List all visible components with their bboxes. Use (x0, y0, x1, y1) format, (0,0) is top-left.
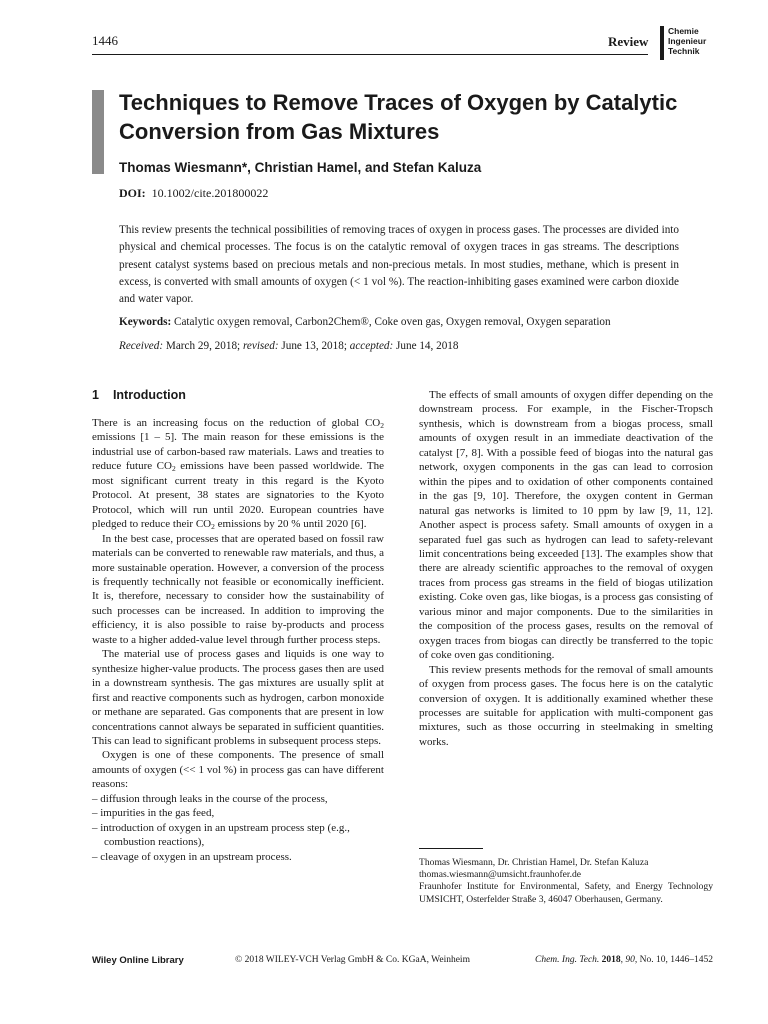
copyright-notice: © 2018 WILEY-VCH Verlag GmbH & Co. KGaA, Weinheim (235, 955, 470, 965)
revised-label: revised: (242, 340, 279, 352)
abstract: This review presents the technical possibilities of removing traces of oxygen in process gases. The processes are divided into physical and chemical processes. The focus is on the catalytic removal of oxygen traces in gas streams. The descriptions present catalyst systems based on precious metals and non-precious metals. In most studies, methane, which is present in excess, is converted with small amounts of oxygen (< 1 vol %). The reaction-inhibiting gases examined were carbon dioxide and water vapor. (119, 224, 679, 306)
intro-paragraph-2: In the best case, processes that are operated based on fossil raw materials can be converted to renewable raw materials, and thus, a more sustainable operation. However, a conversion of the process is frequently technically not feasible or economically inefficient. It is, therefore, necessary to consider how the sustainability of such processes can be increased. In addition to improving the efficiency, it is also possible to raise by-products and process waste to a higher added-value level through further process steps. (92, 532, 384, 646)
article-dates (119, 340, 679, 352)
citation-line: Chem. Ing. Tech. 2018, 90, No. 10, 1446–1452 (535, 955, 714, 965)
intro-paragraph-5: The effects of small amounts of oxygen differ depending on the downstream process. For example, in the Fischer-Tropsch synthesis, which is downstream from a biogas process, small amounts of oxygen result in an immediate deactivation of the catalyst [7, 8]. With a possible feed of biogas into the natural gas network, oxygen components in the gas can lead to corrosion within the pipes and to oxidation of other components contained in the gas [9, 10]. Therefore, the oxygen content in German natural gas networks is limited to 10 ppm by law [9, 11, 12]. Another aspect is process safety. Small amounts of oxygen in a separated fuel gas such as hydrogen can lead to safety-relevant limit concentrations being exceeded [13]. The examples show that there are already scientific approaches to the removal of oxygen traces from process gas streams in the field of biogas utilization existing. Coke oven gas, like biogas, is a process gas consisting of various minor and major components. Due to the similarities in the composition of the process gases, results on the removal of oxygen traces from biogas can directly be transferred to the topic of coke oven gas conditioning. (419, 389, 713, 662)
author-footnote (419, 857, 713, 906)
footnote-rule (419, 848, 483, 849)
doi-line (119, 186, 268, 201)
footnote-email[interactable]: thomas.wiesmann@umsicht.fraunhofer.de (419, 869, 582, 881)
article-title: Techniques to Remove Traces of Oxygen by Catalytic Conversion from Gas Mixtures (119, 90, 678, 144)
wiley-online-library-logo[interactable]: Wiley Online Library (92, 955, 184, 966)
keywords-label: Keywords: (119, 316, 172, 328)
journal-logo (660, 26, 714, 60)
page-number: 1446 (92, 33, 118, 48)
title-accent-bar (92, 90, 104, 174)
header-rule (92, 54, 648, 55)
intro-paragraph-3: The material use of process gases and liquids is one way to synthesize higher-value products. The process gases then are used in a downstream synthesis. The gas mixtures are usually split at first and reactive components such as hydrogen, carbon monoxide or methane are separated. Gas components that are present in low concentrations cannot always be separated in sufficient quantities. This can lead to significant problems in subsequent process steps. (92, 648, 384, 747)
column-right (419, 388, 713, 749)
list-item: – impurities in the gas feed, (92, 807, 215, 820)
keywords (119, 316, 679, 328)
citation-volume: 90 (625, 955, 635, 965)
list-item: – diffusion through leaks in the course of the process, (92, 792, 328, 805)
intro-paragraph-6: This review presents methods for the removal of small amounts of oxygen from process gases. The focus here is on the catalytic conversion of oxygen. It is additionally examined whether these processes are suitable for application with multi-component gas mixtures, such as those occurring in steelmaking in smelting works. (419, 663, 713, 748)
intro-paragraph-1: There is an increasing focus on the reduction of global $CO_2$ emissions [1 – 5]. The main reason for these emissions is the industrial use of carbon-based raw materials. Laws and treaties to reduce future $CO_2$ emissions have been passed worldwide. The most significant current treaty in this regard is the Kyoto Protocol. At present, 38 states are signatories to the Kyoto Protocol, which will run until 2020. European countries have pledged to reduce their $CO_2$ emissions by 20 % until 2020 [6]. (92, 417, 384, 532)
column-left (92, 388, 384, 864)
accepted-date: June 14, 2018 (396, 340, 459, 352)
citation-rest: , No. 10, 1446–1452 (634, 955, 714, 965)
accepted-label: accepted: (349, 340, 394, 352)
keywords-text: Catalytic oxygen removal, Carbon2Chem®, Coke oven gas, Oxygen removal, Oxygen separation (174, 316, 611, 328)
section-number: 1 (92, 388, 99, 402)
doi-link[interactable]: 10.1002/cite.201800022 (151, 186, 269, 200)
received-date: March 29, 2018; (165, 340, 241, 352)
section-label: Review (608, 34, 649, 49)
citation-year: 2018 (601, 955, 621, 965)
journal-logo-bar (660, 26, 664, 60)
section-title: Introduction (112, 388, 186, 402)
footnote-names: Thomas Wiesmann, Dr. Christian Hamel, Dr. Stefan Kaluza (419, 857, 649, 868)
journal-logo-text: Chemie Ingenieur Technik (668, 26, 707, 56)
received-label: Received: (119, 340, 164, 352)
intro-paragraph-4: Oxygen is one of these components. The presence of small amounts of oxygen (<< 1 vol %) in process gas can have different reasons: (92, 749, 384, 791)
article-authors: Thomas Wiesmann*, Christian Hamel, and Stefan Kaluza (119, 160, 482, 175)
list-item: – cleavage of oxygen in an upstream process. (92, 850, 292, 863)
doi-label: DOI: (119, 186, 146, 200)
oxygen-reasons-list (92, 792, 384, 864)
list-item: – introduction of oxygen in an upstream process step (e.g., combustion reactions), (92, 821, 350, 849)
footnote-affiliation: Fraunhofer Institute for Environmental, Safety, and Energy Technology UMSICHT, Osterfelder Straße 3, 46047 Oberhausen, Germany. (419, 881, 713, 905)
citation-journal: Chem. Ing. Tech. (535, 955, 600, 965)
revised-date: June 13, 2018; (281, 340, 347, 352)
section-heading (92, 388, 384, 402)
